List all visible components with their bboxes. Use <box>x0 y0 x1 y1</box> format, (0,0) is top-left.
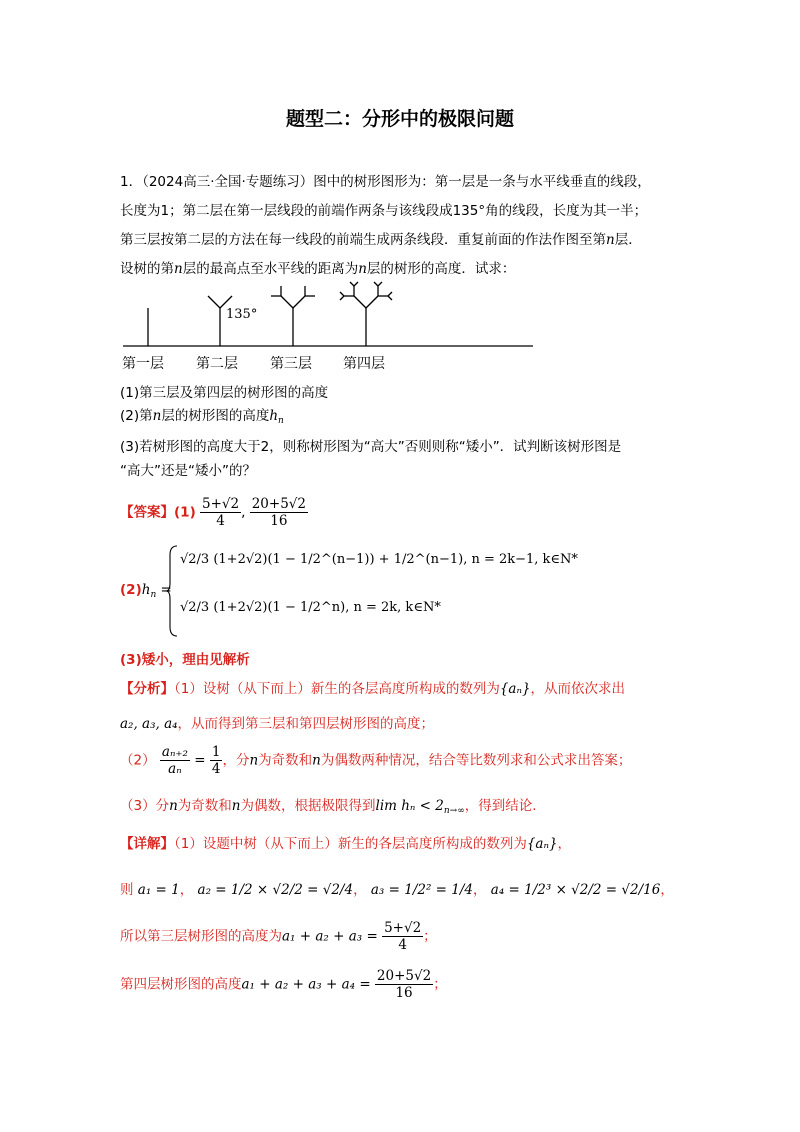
page-title: 题型二：分形中的极限问题 <box>285 108 514 130</box>
answer-case-odd: √2/3 (1+2√2)(1 − 1/2^(n−1)) + 1/2^(n−1), n = 2k−1, k∈N* <box>180 552 578 567</box>
layer-label-1: 第一层 <box>122 356 164 372</box>
tree-fractal-figure <box>118 276 538 378</box>
question-3-line-2: “高大”还是“矮小”的？ <box>120 463 256 479</box>
answer-part-1: 【答案】(1) $\frac{5+√2}{4}$ , $\frac{20+5√2}{16}$ <box>120 496 306 529</box>
detail-line-4: 第四层树形图的高度a₁ + a₂ + a₃ + a₄ = $\frac{20+5√2}{16}$ ； <box>120 968 447 1001</box>
answer-frac-1-den: 4 <box>216 513 225 529</box>
layer-label-4: 第四层 <box>343 356 385 372</box>
detail-line-2: 则 a₁ = 1， a₂ = 1/2 × √2/2 = √2/4， a₃ = 1/2² = 1/4， a₄ = 1/2³ × √2/2 = √2/16， <box>120 882 674 898</box>
answer-frac-2-den: 16 <box>270 513 288 529</box>
problem-line-1: 1．（2024高三·全国·专题练习）图中的树形图形为：第一层是一条与水平线垂直的线段， <box>120 174 651 190</box>
answer-frac-1-num: 5+√2 <box>202 496 240 512</box>
answer-part-2-label: $(2)h_n$ = <box>120 582 172 600</box>
analysis-line-2: a₂, a₃, a₄，从而得到第三层和第四层树形图的高度； <box>120 716 435 732</box>
analysis-line-1: 【分析】（1）设树（从下而上）新生的各层高度所构成的数列为{aₙ}，从而依次求出 <box>120 681 626 697</box>
detail-line-1: 【详解】（1）设题中树（从下而上）新生的各层高度所构成的数列为{aₙ}， <box>120 836 572 852</box>
problem-statement <box>120 168 680 284</box>
layer-label-2: 第二层 <box>196 356 238 372</box>
answer-part-3: (3)矮小，理由见解析 <box>120 652 250 668</box>
analysis-line-4: （3）分n为奇数和n为偶数，根据极限得到$\lim h_n < 2_{n\to\infty}$，得到结论. <box>120 798 537 816</box>
layer-label-3: 第三层 <box>270 356 312 372</box>
problem-line-2: 长度为1；第二层在第一层线段的前端作两条与该线段成135°角的线段，长度为其一半； <box>120 203 648 219</box>
question-2: (2)第n层的树形图的高度$h_n$ <box>120 408 284 426</box>
problem-line-4: 设树的第n层的最高点至水平线的距离为n层的树形的高度．试求： <box>120 261 516 277</box>
angle-label: 135° <box>226 307 258 322</box>
detail-line-3: 所以第三层树形图的高度为a₁ + a₂ + a₃ = $\frac{5+√2}{4}$ ； <box>120 920 437 953</box>
answer-frac-2-num: 20+5√2 <box>251 496 306 512</box>
analysis-line-3: （2） $\frac{\text{aₙ₊₂}}{\text{aₙ}}$ = $\frac{1}{4}$ ，分n为奇数和n为偶数两种情况，结合等比数列求和公式求出答案； <box>120 744 632 777</box>
question-3-line-1: (3)若树形图的高度大于2，则称树形图为“高大”否则则称“矮小”．试判断该树形图是 <box>120 439 622 455</box>
cases-brace <box>166 545 178 637</box>
problem-line-3: 第三层按第二层的方法在每一线段的前端生成两条线段．重复前面的作法作图至第n层． <box>120 232 642 248</box>
question-1: (1)第三层及第四层的树形图的高度 <box>120 385 329 401</box>
answer-case-even: √2/3 (1+2√2)(1 − 1/2^n), n = 2k, k∈N* <box>180 600 441 615</box>
